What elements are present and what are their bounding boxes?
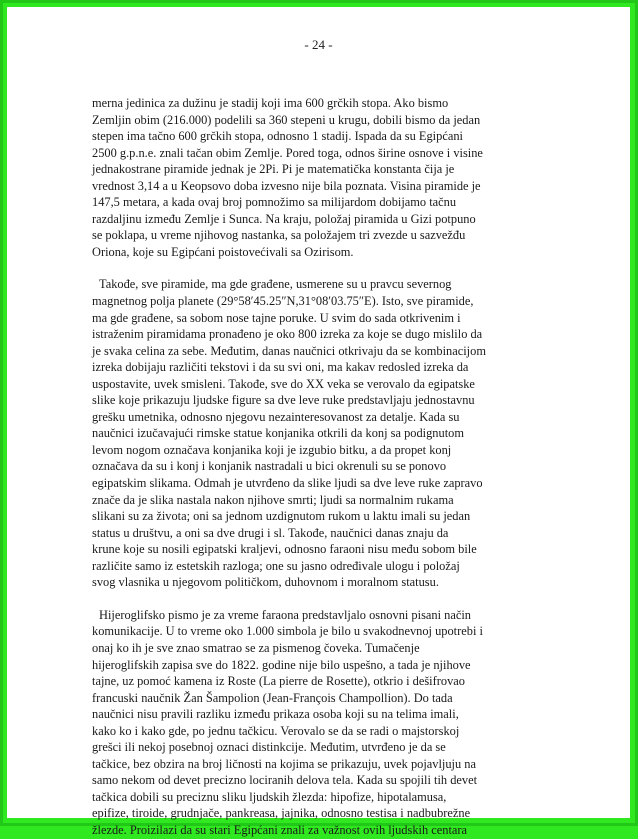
paragraph-2: [92, 276, 554, 590]
text-line: naučnici izučavajući rimske statue konjanika otkrili da konj sa podignutom: [92, 426, 464, 441]
text-line: razdaljinu između Zemlje i Sunca. Na kraju, položaj piramida u Gizi potpuno: [92, 211, 476, 226]
text-line: stepen ima tačno 600 grčkih stopa, odnosno 1 stadij. Ispada da su Egipćani: [92, 129, 463, 144]
document-page: [7, 7, 630, 837]
body-text: [92, 95, 554, 839]
text-line: samo nekom od devet precizno lociranih delova tela. Kada su spojili tih devet: [92, 773, 478, 788]
text-line: onaj ko ih je sve znao smatrao se za pismenog čoveka. Tumačenje: [92, 640, 420, 655]
text-line: svog vlasnika u njegovom političkom, duhovnom i moralnom statusu.: [92, 575, 439, 590]
paragraph-1: [92, 95, 554, 260]
text-line: merna jedinica za dužinu je stadij koji ima 600 grčkih stopa. Ako bismo: [92, 96, 449, 110]
text-line: Oriona, koje su Egipćani poistovećivali sa Ozirisom.: [92, 244, 354, 259]
text-line: Takođe, sve piramide, ma gde građene, usmerene su u pravcu severnog: [99, 277, 452, 292]
text-line: komunikacije. U to vreme oko 1.000 simbola je bilo u svakodnevnoj upotrebi i: [92, 624, 483, 639]
text-line: magnetnog polja planete (29°58′45.25″N,31°08′03.75″E). Isto, sve piramide,: [92, 294, 474, 309]
text-line: tajne, uz pomoć kamena iz Roste (La pierre de Rosette), otkrio i dešifrovao: [92, 674, 465, 689]
text-line: Hijeroglifsko pismo je za vreme faraona predstavljalo osnovni pisani način: [99, 607, 471, 622]
text-line: egipatskim slikama. Odmah je utvrđeno da slike ljudi sa dve leve ruke zapravo: [92, 476, 483, 491]
text-line: krune koje su nosili egipatski kraljevi, odnosno faraoni nisu među sobom bile: [92, 542, 477, 557]
text-line: epifize, tiroide, grudnjače, pankreasa, jajnika, odnosno testisa i nadbubrežne: [92, 806, 471, 821]
text-line: vrednost 3,14 a u Keopsovo doba izvesno nije bila poznata. Visina piramide je: [92, 178, 481, 193]
text-line: se poklapa, u vreme njihovog nastanka, sa položajem tri zvezde u sazvežđu: [92, 228, 466, 243]
text-line: kako ko i kako gde, po jednu tačkicu. Verovalo se da se radi o majstorskoj: [92, 723, 460, 738]
text-line: označava da su i konj i konjanik nastradali u bici okrenuli su se ponovo: [92, 459, 447, 474]
text-line: francuski naučnik Žan Šampolion (Jean-François Champollion). Do tada: [92, 690, 453, 705]
text-line: različite samo iz estetskih razloga; one su jasno određivale ulogu i položaj: [92, 558, 460, 573]
text-line: jednakostrane piramide jednak je 2Pi. Pi je matematička konstanta čija je: [92, 162, 455, 177]
text-line: slike koje prikazuju ljudske figure sa dve leve ruke predstavljaju jednostavnu: [92, 393, 475, 408]
text-line: grešku umetnika, odnosno njegovu nezainteresovanost za detalje. Kada su: [92, 409, 460, 424]
text-line: hijeroglifskih zapisa sve do 1822. godine nije bilo uspešno, a tada je njihove: [92, 657, 471, 672]
text-line: grešci ili nekoj posebnoj oznaci distinkcije. Međutim, utvrđeno je da se: [92, 740, 446, 755]
text-line: istraženim piramidama pronađeno je oko 800 izreka za koje se dugo mislilo da: [92, 327, 483, 342]
text-line: uspostavite, uvek smisleni. Takođe, sve do XX veka se verovalo da egipatske: [92, 376, 475, 391]
text-line: tačkice, bez obzira na broj ličnosti na kojima se prikazuju, uvek pojavljuju na: [92, 756, 476, 771]
text-line: ma gde građene, sa sobom nose tajne poruke. U svim do sada otkrivenim i: [92, 310, 461, 325]
text-line: 2500 g.p.n.e. znali tačan obim Zemlje. Pored toga, odnos širine osnove i visine: [92, 145, 483, 160]
text-line: znače da je slika nastala nakon njihove smrti; ljudi sa normalnim rukama: [92, 492, 454, 507]
paragraph-gap: [92, 591, 554, 607]
text-line: 147,5 metara, a kada ovaj broj pomnožimo sa milijardom dobijamo tačnu: [92, 195, 457, 210]
paragraph-3: [92, 607, 554, 839]
text-line: izreka dobijaju različiti tekstovi i da su svi oni, ma kakav redosled izreka da: [92, 360, 469, 375]
text-line: žlezde. Proizilazi da su stari Egipćani znali za važnost ovih ljudskih centara: [92, 822, 468, 837]
text-line: slikani su za života; oni sa jednom uzdignutom rukom u laktu imali su jedan: [92, 509, 471, 524]
text-line: status u društvu, a oni sa dve drugi i sl. Takođe, naučnici danas znaju da: [92, 525, 449, 540]
page-number: - 24 -: [304, 37, 333, 52]
text-line: je svaka celina za sebe. Međutim, danas naučnici otkrivaju da se kombinacijom: [92, 343, 486, 358]
text-line: naučnici nisu pravili razliku između prikaza osoba koji su na telima imali,: [92, 707, 459, 722]
text-line: tačkica dobili su preciznu sliku ljudskih žlezda: hipofize, hipotalamusa,: [92, 789, 447, 804]
paragraph-gap: [92, 260, 554, 276]
text-line: Zemljin obim (216.000) podelili sa 360 stepeni u krugu, dobili bismo da jedan: [92, 112, 481, 127]
text-line: levom nogom označava konjanika koji je izgubio bitku, a da propet konj: [92, 442, 452, 457]
